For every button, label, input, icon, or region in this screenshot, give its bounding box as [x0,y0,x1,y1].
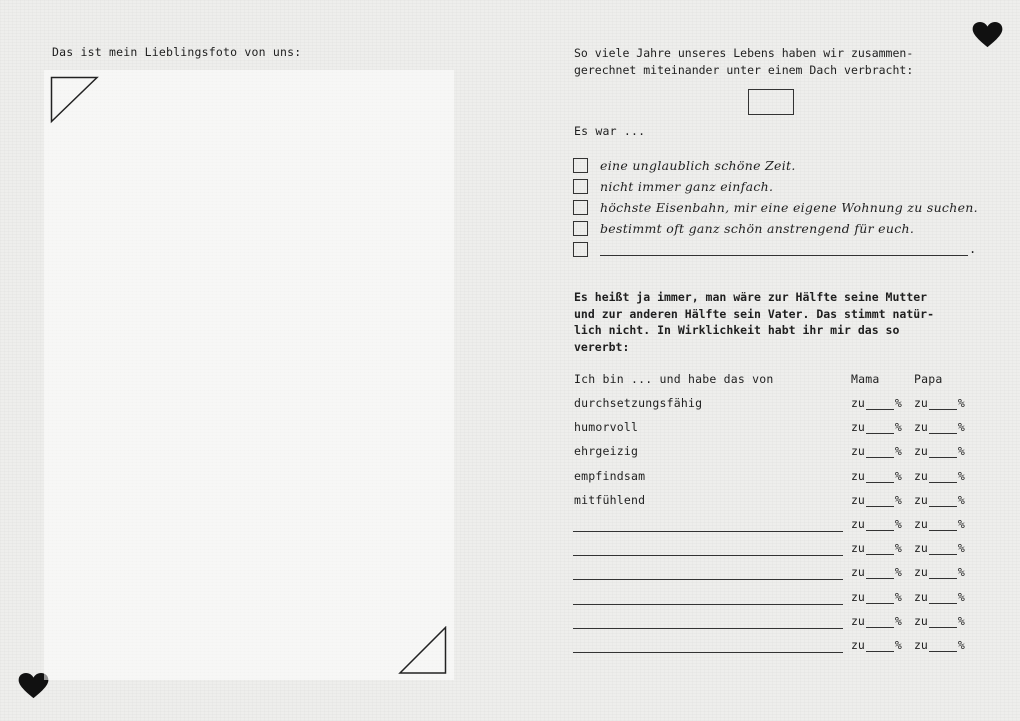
percent-blank[interactable] [866,544,894,555]
percent-field[interactable] [851,590,902,604]
percent-sign: % [894,590,902,604]
years-question-line: gerechnet miteinander unter einem Dach verbracht: [574,63,914,77]
percent-sign: % [957,590,965,604]
percent-blank[interactable] [929,641,957,652]
trait-blank-line[interactable] [573,568,843,580]
percent-prefix: zu [851,614,865,628]
checkbox[interactable] [573,179,588,194]
percent-field[interactable] [851,444,902,458]
percent-blank[interactable] [929,544,957,555]
table-header-papa: Papa [914,372,943,386]
checkbox[interactable] [573,158,588,173]
percent-prefix: zu [851,638,865,652]
checkbox-option[interactable] [573,177,773,195]
percent-prefix: zu [914,614,928,628]
percent-blank[interactable] [866,617,894,628]
percent-field[interactable] [914,638,965,652]
percent-prefix: zu [914,541,928,555]
percent-prefix: zu [914,444,928,458]
percent-sign: % [957,396,965,410]
photo-caption: Das ist mein Lieblingsfoto von uns: [52,45,302,59]
percent-blank[interactable] [929,568,957,579]
percent-prefix: zu [851,565,865,579]
years-question-line: So viele Jahre unseres Lebens haben wir zusammen- [574,46,914,60]
percent-field[interactable] [914,565,965,579]
percent-field[interactable] [914,469,965,483]
percent-sign: % [894,541,902,555]
percent-prefix: zu [914,517,928,531]
es-war-label: Es war ... [574,124,646,138]
percent-field[interactable] [914,396,965,410]
trait-blank-line[interactable] [573,617,843,629]
checkbox[interactable] [573,200,588,215]
percent-blank[interactable] [929,423,957,434]
percent-field[interactable] [914,541,965,555]
percent-prefix: zu [914,420,928,434]
percent-blank[interactable] [866,496,894,507]
years-input-box[interactable] [748,89,794,115]
checkbox-label: eine unglaublich schöne Zeit. [600,157,796,173]
trait-blank-line[interactable] [573,520,843,532]
percent-blank[interactable] [929,617,957,628]
percent-field[interactable] [851,469,902,483]
percent-sign: % [957,517,965,531]
percent-sign: % [894,469,902,483]
percent-blank[interactable] [866,423,894,434]
table-header-trait: Ich bin ... und habe das von [574,372,774,386]
trait-label: mitfühlend [574,493,646,507]
percent-sign: % [957,469,965,483]
percent-blank[interactable] [866,641,894,652]
percent-field[interactable] [851,493,902,507]
custom-option-period: . [969,242,977,256]
percent-prefix: zu [851,444,865,458]
percent-sign: % [894,396,902,410]
heritage-paragraph: Es heißt ja immer, man wäre zur Hälfte seine Mutter und zur anderen Hälfte sein Vater. Das stimmt natür- lich nicht. In Wirklichkeit habt ihr mir das so vererbt: [574,290,935,354]
checkbox-option-custom[interactable] [573,240,976,258]
table-header-mama: Mama [851,372,880,386]
percent-sign: % [894,493,902,507]
percent-field[interactable] [851,565,902,579]
percent-prefix: zu [851,396,865,410]
checkbox-option[interactable] [573,198,978,216]
trait-label: humorvoll [574,420,639,434]
checkbox-option[interactable] [573,219,914,237]
percent-sign: % [894,420,902,434]
checkbox[interactable] [573,242,588,257]
percent-prefix: zu [851,469,865,483]
percent-sign: % [957,614,965,628]
checkbox-label: bestimmt oft ganz schön anstrengend für euch. [600,220,915,236]
percent-blank[interactable] [866,472,894,483]
photo-placeholder[interactable] [44,70,454,680]
percent-blank[interactable] [929,496,957,507]
percent-prefix: zu [914,590,928,604]
photo-corner-icon [398,626,448,675]
heart-icon [972,22,1003,48]
percent-blank[interactable] [866,593,894,604]
percent-prefix: zu [914,493,928,507]
percent-prefix: zu [851,517,865,531]
percent-blank[interactable] [929,472,957,483]
checkbox-label: nicht immer ganz einfach. [600,178,774,194]
trait-blank-line[interactable] [573,641,843,653]
percent-field[interactable] [851,638,902,652]
percent-sign: % [894,614,902,628]
percent-prefix: zu [914,565,928,579]
percent-prefix: zu [914,638,928,652]
percent-prefix: zu [851,420,865,434]
custom-option-line[interactable] [600,242,968,256]
percent-blank[interactable] [929,593,957,604]
trait-label: empfindsam [574,469,646,483]
percent-field[interactable] [851,541,902,555]
percent-field[interactable] [851,396,902,410]
percent-field[interactable] [914,444,965,458]
percent-field[interactable] [851,420,902,434]
percent-blank[interactable] [929,520,957,531]
percent-sign: % [957,493,965,507]
checkbox-label: höchste Eisenbahn, mir eine eigene Wohnung zu suchen. [600,199,978,215]
checkbox[interactable] [573,221,588,236]
percent-field[interactable] [851,517,902,531]
percent-field[interactable] [914,614,965,628]
percent-sign: % [957,420,965,434]
photo-corner-icon [50,76,100,124]
percent-blank[interactable] [866,568,894,579]
percent-sign: % [957,444,965,458]
trait-label: ehrgeizig [574,444,639,458]
percent-blank[interactable] [929,399,957,410]
percent-field[interactable] [851,614,902,628]
percent-field[interactable] [914,517,965,531]
percent-blank[interactable] [866,520,894,531]
percent-blank[interactable] [866,447,894,458]
percent-sign: % [957,638,965,652]
trait-blank-line[interactable] [573,593,843,605]
percent-field[interactable] [914,420,965,434]
percent-sign: % [957,565,965,579]
percent-prefix: zu [851,493,865,507]
checkbox-option[interactable] [573,156,796,174]
percent-sign: % [894,444,902,458]
percent-field[interactable] [914,493,965,507]
percent-sign: % [957,541,965,555]
percent-prefix: zu [851,541,865,555]
percent-blank[interactable] [866,399,894,410]
percent-sign: % [894,565,902,579]
years-question [574,45,913,79]
percent-prefix: zu [914,396,928,410]
trait-label: durchsetzungsfähig [574,396,703,410]
percent-blank[interactable] [929,447,957,458]
percent-field[interactable] [914,590,965,604]
percent-prefix: zu [851,590,865,604]
percent-sign: % [894,517,902,531]
percent-prefix: zu [914,469,928,483]
trait-blank-line[interactable] [573,544,843,556]
percent-sign: % [894,638,902,652]
